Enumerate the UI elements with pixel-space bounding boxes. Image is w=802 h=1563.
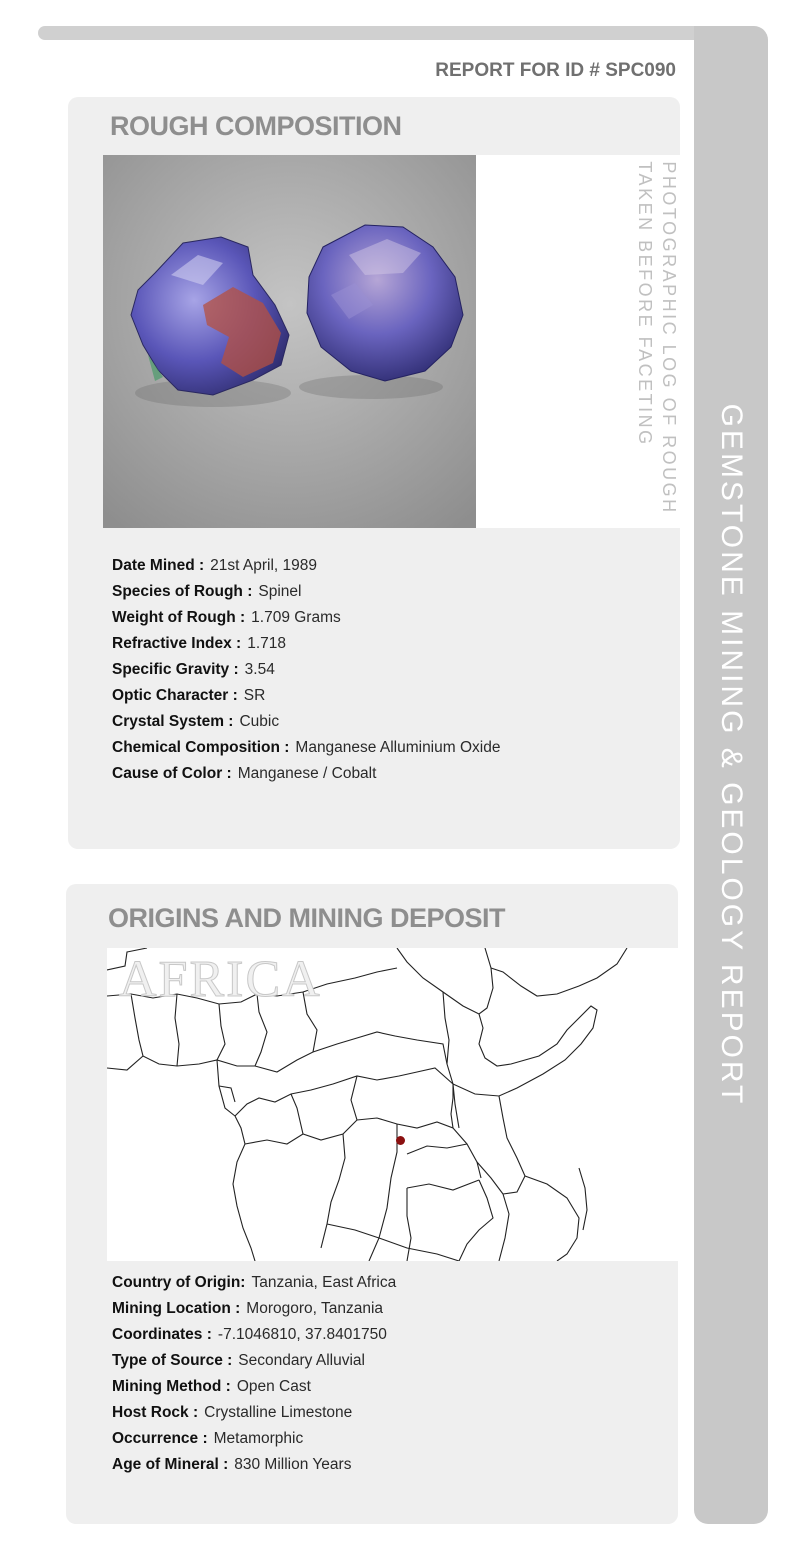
report-id-label: REPORT FOR ID # SPC090 [435, 60, 676, 81]
field-mining-method [112, 1374, 396, 1400]
rough-composition-title: ROUGH COMPOSITION [110, 111, 402, 141]
field-weight [112, 605, 500, 631]
field-label: Mining Location : [112, 1300, 241, 1317]
field-value: -7.1046810, 37.8401750 [217, 1326, 387, 1343]
field-mining-location [112, 1296, 396, 1322]
map-africa-label: AFRICA [119, 951, 322, 1008]
origin-properties-list [112, 1270, 396, 1478]
field-value: 830 Million Years [234, 1456, 352, 1473]
field-type-of-source [112, 1348, 396, 1374]
africa-map [107, 948, 678, 1261]
field-refractive-index [112, 631, 500, 657]
field-label: Occurrence : [112, 1430, 208, 1447]
field-label: Weight of Rough : [112, 609, 246, 626]
field-label: Crystal System : [112, 713, 234, 730]
field-label: Chemical Composition : [112, 739, 290, 756]
field-value: 3.54 [244, 661, 275, 678]
field-coordinates [112, 1322, 396, 1348]
field-label: Type of Source : [112, 1352, 233, 1369]
field-label: Mining Method : [112, 1378, 231, 1395]
photo-caption-line-1: PHOTOGRAPHIC LOG OF ROUGH [659, 161, 679, 515]
field-value: Manganese Alluminium Oxide [295, 739, 501, 756]
field-label: Host Rock : [112, 1404, 199, 1421]
field-cause-of-color [112, 761, 500, 787]
field-specific-gravity [112, 657, 500, 683]
field-value: 21st April, 1989 [210, 557, 318, 574]
field-value: Morogoro, Tanzania [246, 1300, 384, 1317]
field-value: 1.718 [247, 635, 287, 652]
mining-location-marker [396, 1136, 405, 1145]
field-country-of-origin [112, 1270, 396, 1296]
field-value: SR [243, 687, 266, 704]
field-optic-character [112, 683, 500, 709]
field-age-of-mineral [112, 1452, 396, 1478]
field-host-rock [112, 1400, 396, 1426]
field-label: Coordinates : [112, 1326, 212, 1343]
gem-photo-illustration [103, 155, 476, 528]
field-label: Optic Character : [112, 687, 238, 704]
field-value: Manganese / Cobalt [237, 765, 377, 782]
field-label: Specific Gravity : [112, 661, 239, 678]
field-label: Refractive Index : [112, 635, 242, 652]
field-value: Open Cast [236, 1378, 311, 1395]
field-occurrence [112, 1426, 396, 1452]
field-value: Tanzania, East Africa [251, 1274, 397, 1291]
field-label: Country of Origin: [112, 1274, 246, 1291]
field-date-mined [112, 553, 500, 579]
report-side-title: GEMSTONE MINING & GEOLOGY REPORT [715, 403, 748, 1107]
field-species [112, 579, 500, 605]
field-label: Species of Rough : [112, 583, 253, 600]
field-value: Metamorphic [213, 1430, 304, 1447]
field-value: Secondary Alluvial [238, 1352, 365, 1369]
photo-caption [633, 161, 681, 514]
field-value: Crystalline Limestone [204, 1404, 353, 1421]
rough-gem-photo [103, 155, 476, 528]
field-value: Cubic [239, 713, 280, 730]
field-label: Date Mined : [112, 557, 205, 574]
field-label: Cause of Color : [112, 765, 232, 782]
origins-title: ORIGINS AND MINING DEPOSIT [108, 903, 506, 933]
top-header-bar [38, 26, 758, 40]
field-value: Spinel [258, 583, 302, 600]
field-chemical-composition [112, 735, 500, 761]
field-label: Age of Mineral : [112, 1456, 229, 1473]
photo-caption-line-2: TAKEN BEFORE FACETING [635, 161, 655, 447]
rough-properties-list [112, 553, 500, 787]
field-crystal-system [112, 709, 500, 735]
field-value: 1.709 Grams [251, 609, 341, 626]
